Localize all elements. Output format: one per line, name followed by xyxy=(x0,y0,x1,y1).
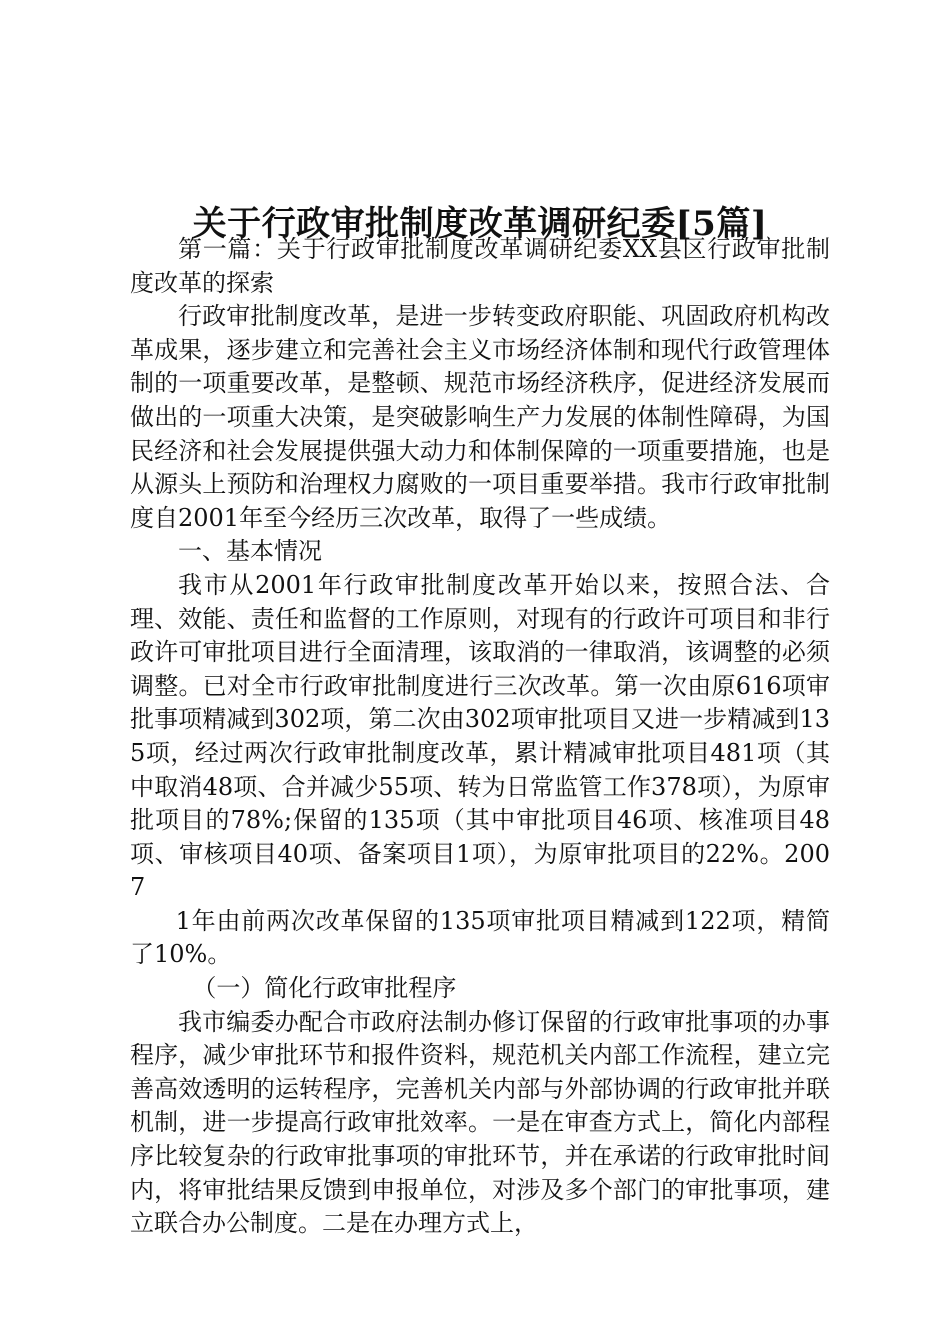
paragraph-basic-situation: 我市从2001年行政审批制度改革开始以来，按照合法、合理、效能、责任和监督的工作原则，对现有的行政许可项目和非行政许可审批项目进行全面清理，该取消的一律取消，该调整的必须调整。已对全市行政审批制度进行三次改革。第一次由原616项审批事项精减到302项，第二次由302项审批项目又进一步精减到135项，经过两次行政审批制度改革，累计精减审批项目481项（其中取消48项、合并减少55项、转为日常监管工作378项），为原审批项目的78%;保留的135项（其中审批项目46项、核准项目48项、审核项目40项、备案项目1项），为原审批项目的22%。2007 xyxy=(130,570,830,902)
paragraph-simplify-procedure: 我市编委办配合市政府法制办修订保留的行政审批事项的办事程序，减少审批环节和报件资料，规范机关内部工作流程，建立完善高效透明的运转程序，完善机关内部与外部协调的行政审批并联机制，进一步提高行政审批效率。一是在审查方式上，简化内部程序比较复杂的行政审批事项的审批环节，并在承诺的行政审批时间内，将审批结果反馈到申报单位，对涉及多个部门的审批事项，建立联合办公制度。二是在办理方式上， xyxy=(130,1007,830,1238)
subsection-heading-simplify-procedure: （一）简化行政审批程序 xyxy=(192,974,457,1003)
section-heading-basic-situation: 一、基本情况 xyxy=(178,537,322,566)
document-body xyxy=(130,233,830,1241)
paragraph-continuation: 1年由前两次改革保留的135项审批项目精减到122项，精简了10%。 xyxy=(130,906,830,969)
paragraph-intro: 行政审批制度改革，是进一步转变政府职能、巩固政府机构改革成果，逐步建立和完善社会主义市场经济体制和现代行政管理体制的一项重要改革，是整顿、规范市场经济秩序，促进经济发展而做出的一项重大决策，是突破影响生产力发展的体制性障碍，为国民经济和社会发展提供强大动力和体制保障的一项重要措施，也是从源头上预防和治理权力腐败的一项目重要举措。我市行政审批制度自2001年至今经历三次改革，取得了一些成绩。 xyxy=(130,302,830,532)
document-title: 关于行政审批制度改革调研纪委[5篇] xyxy=(192,203,768,244)
section-heading-first-article: 第一篇：关于行政审批制度改革调研纪委XX县区行政审批制度改革的探索 xyxy=(130,235,830,297)
